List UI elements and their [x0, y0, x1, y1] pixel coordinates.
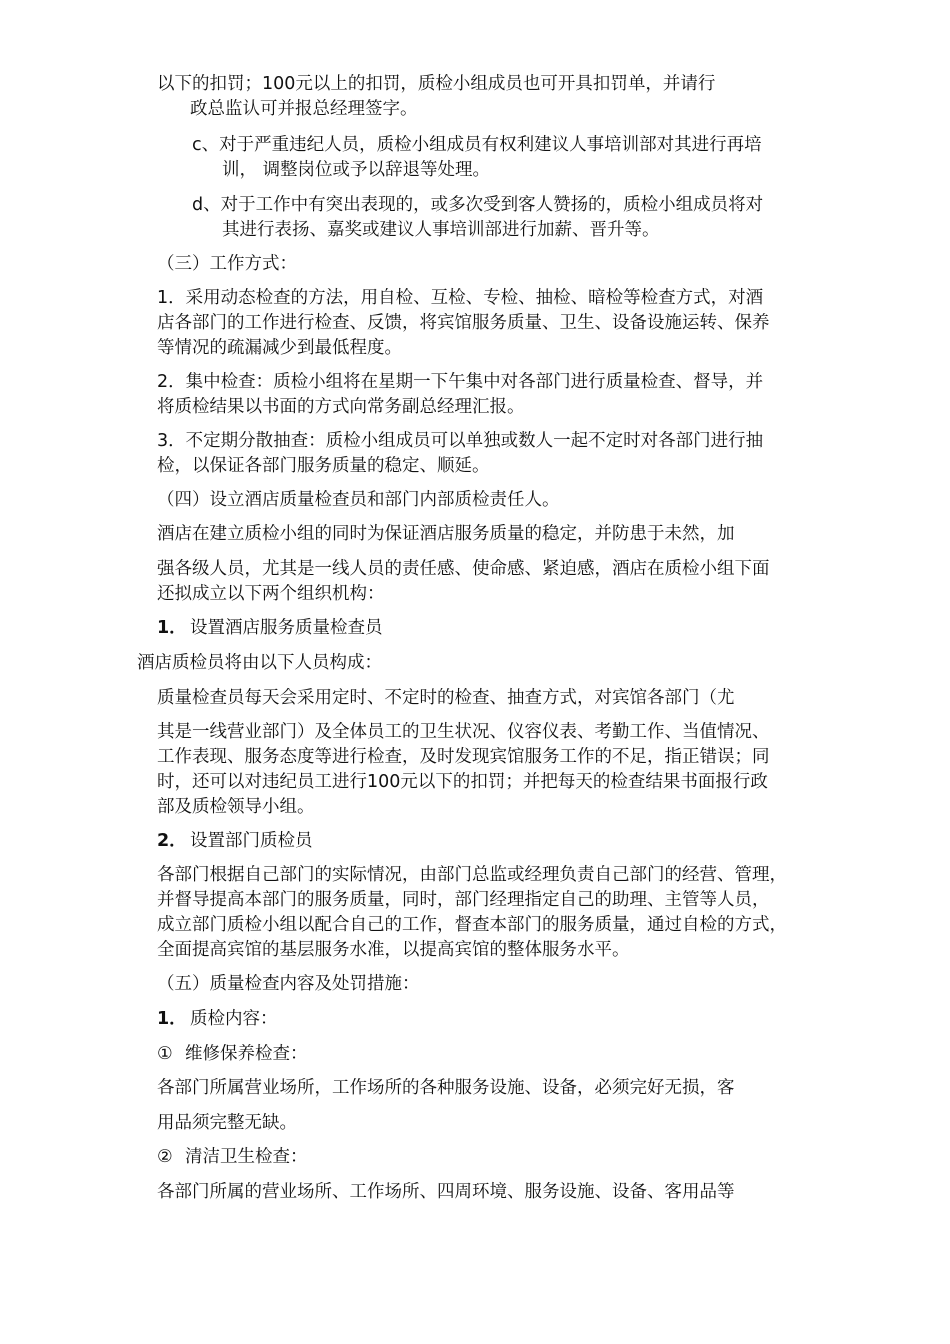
text-line: 用品须完整无缺。 — [157, 1113, 297, 1133]
circled-number: ② — [157, 1147, 173, 1167]
text-line: 以下的扣罚；100元以上的扣罚，质检小组成员也可开具扣罚单，并请行 — [157, 74, 716, 94]
section-heading: （三）工作方式： — [157, 254, 297, 274]
subheading: 清洁卫生检查： — [185, 1147, 308, 1167]
text-line: 酒店质检员将由以下人员构成： — [137, 653, 382, 673]
subheading: 维修保养检查： — [185, 1044, 308, 1064]
text-line: 酒店在建立质检小组的同时为保证酒店服务质量的稳定，并防患于未然，加 — [157, 524, 735, 544]
text-line: 政总监认可并报总经理签字。 — [190, 99, 418, 119]
circled-number: ① — [157, 1044, 173, 1064]
text-line: 其进行表扬、嘉奖或建议人事培训部进行加薪、晋升等。 — [222, 220, 660, 240]
text-line: 各部门所属的营业场所、工作场所、四周环境、服务设施、设备、客用品等 — [157, 1182, 735, 1202]
text-line: 训， 调整岗位或予以辞退等处理。 — [222, 160, 491, 180]
text-line: d、对于工作中有突出表现的，或多次受到客人赞扬的，质检小组成员将对 — [192, 195, 764, 215]
text-line: 店各部门的工作进行检查、反馈，将宾馆服务质量、卫生、设备设施运转、保养 — [157, 313, 770, 333]
text-line: 检，以保证各部门服务质量的稳定、顺延。 — [157, 456, 490, 476]
section-heading: （五）质量检查内容及处罚措施： — [157, 974, 420, 994]
subheading: 质检内容： — [190, 1009, 278, 1029]
text-line: 工作表现、服务态度等进行检查，及时发现宾馆服务工作的不足，指正错误；同 — [157, 747, 770, 767]
text-line: 3．不定期分散抽查：质检小组成员可以单独或数人一起不定时对各部门进行抽 — [157, 431, 764, 451]
text-line: 强各级人员，尤其是一线人员的责任感、使命感、紧迫感，酒店在质检小组下面 — [157, 559, 770, 579]
list-number: 1． — [157, 618, 187, 638]
section-heading: （四）设立酒店质量检查员和部门内部质检责任人。 — [157, 490, 560, 510]
subheading: 设置部门质检员 — [190, 831, 313, 851]
text-line: 成立部门质检小组以配合自己的工作，督查本部门的服务质量，通过自检的方式， — [157, 915, 787, 935]
text-line: 时，还可以对违纪员工进行100元以下的扣罚；并把每天的检查结果书面报行政 — [157, 772, 768, 792]
list-number: 2． — [157, 831, 187, 851]
text-line: c、对于严重违纪人员，质检小组成员有权利建议人事培训部对其进行再培 — [192, 135, 762, 155]
list-number: 1． — [157, 1009, 187, 1029]
subheading: 设置酒店服务质量检查员 — [190, 618, 383, 638]
text-line: 各部门所属营业场所，工作场所的各种服务设施、设备，必须完好无损，客 — [157, 1078, 735, 1098]
text-line: 将质检结果以书面的方式向常务副总经理汇报。 — [157, 397, 525, 417]
text-line: 并督导提高本部门的服务质量，同时，部门经理指定自己的助理、主管等人员， — [157, 890, 770, 910]
text-line: 等情况的疏漏减少到最低程度。 — [157, 338, 402, 358]
text-line: 1．采用动态检查的方法，用自检、互检、专检、抽检、暗检等检查方式，对酒 — [157, 288, 764, 308]
text-line: 全面提高宾馆的基层服务水准，以提高宾馆的整体服务水平。 — [157, 940, 630, 960]
text-line: 还拟成立以下两个组织机构： — [157, 584, 385, 604]
text-line: 部及质检领导小组。 — [157, 797, 315, 817]
text-line: 质量检查员每天会采用定时、不定时的检查、抽查方式，对宾馆各部门（尤 — [157, 688, 735, 708]
text-line: 2．集中检查：质检小组将在星期一下午集中对各部门进行质量检查、督导，并 — [157, 372, 764, 392]
text-line: 其是一线营业部门）及全体员工的卫生状况、仪容仪表、考勤工作、当值情况、 — [157, 722, 770, 742]
text-line: 各部门根据自己部门的实际情况，由部门总监或经理负责自己部门的经营、管理， — [157, 865, 787, 885]
